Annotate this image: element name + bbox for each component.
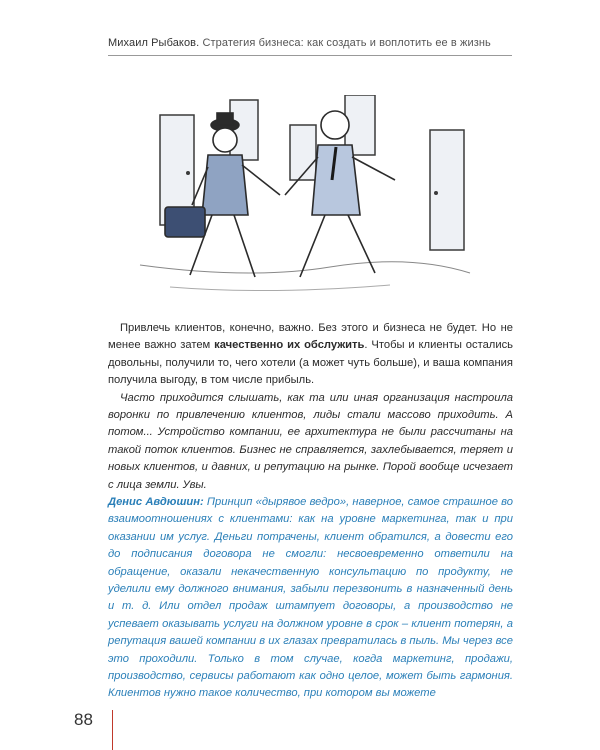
- body-text: [108, 320, 513, 494]
- emphasis: качественно их обслужить: [214, 339, 365, 352]
- paragraph-2: Часто приходится слышать, как та или иная организация настроила воронки по привлечению клиентов, лиды стали массово приходить. А потом... Устройство компании, ее архитектура не были рассчитаны на такой поток клиентов. Бизнес не справляется, захлебывается, теряет и новых клиентов, и давних, и репутацию на рынке. Порой вообще исчезает с лица земли. Увы.: [108, 391, 513, 491]
- header-rule: [108, 55, 512, 56]
- running-header: [108, 37, 491, 49]
- cartoon-illustration: [130, 95, 480, 300]
- expert-quote: [108, 494, 513, 703]
- page-number: 88: [74, 710, 93, 729]
- page-marker-line: [112, 710, 113, 750]
- paragraph-1: Привлечь клиентов, конечно, важно. Без этого и бизнеса не будет. Но не менее важно затем качественно их обслужить. Чтобы и клиенты остались довольны, получили то, чего хотели (а может чуть больше), и ваша компания получила выгоду, в том числе прибыль.: [108, 322, 514, 387]
- quote-speaker: Денис Авдюшин:: [108, 496, 204, 508]
- quote-text: Принцип «дырявое ведро», наверное, самое страшное во взаимоотношениях с клиентами: как на уровне маркетинга, так и при оказании им услуг. Деньги потрачены, клиент обратился, а довести его до подписания договора не смогли: несвоевременно ответили на обращение, оказали некачественную консультацию по продукту, не уделили ему должного внимания, забыли перезвонить в назначенный день и т. д. Или отдел продаж штампует договоры, а производство не успевает оказывать услуги на должном уровне в срок – клиент потерян, а репутация вашей компании в их глазах превратилась в пыль. Мы через все это проходили. Только в том случае, когда маркетинг, продажи, производство, сервисы работают как одно целое, может быть гармония. Клиентов нужно такое количество, при котором вы можете: [108, 496, 513, 700]
- header-title: Стратегия бизнеса: как создать и воплотить ее в жизнь: [202, 37, 491, 49]
- header-author: Михаил Рыбаков.: [108, 37, 200, 49]
